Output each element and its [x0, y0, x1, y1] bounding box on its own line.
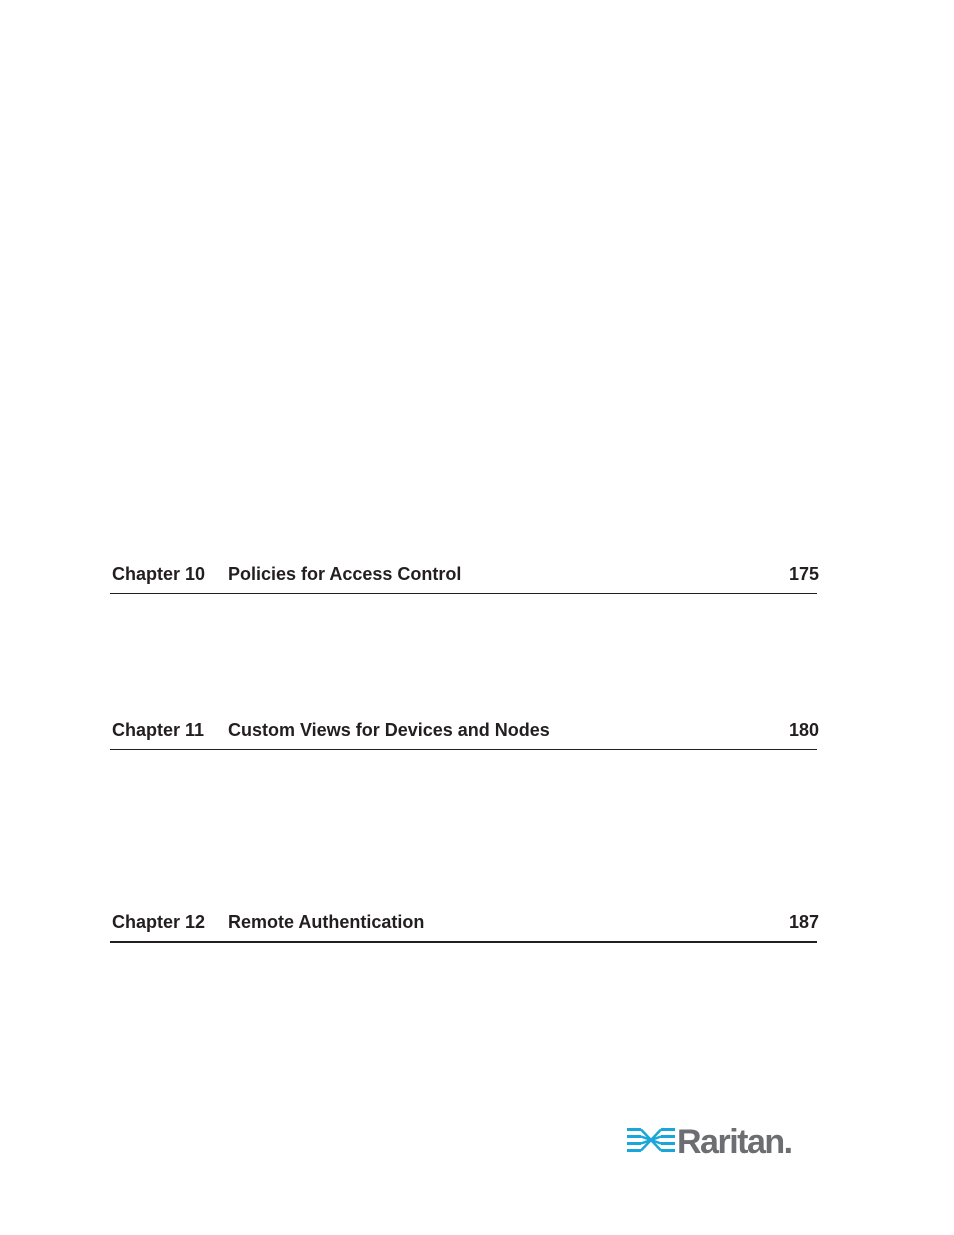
- raritan-logo: [627, 1122, 797, 1162]
- chapter-title: Policies for Access Control: [228, 564, 462, 584]
- page-number: 187: [788, 912, 819, 932]
- logo-wordmark: Raritan.: [677, 1123, 792, 1161]
- raritan-logo-icon: [627, 1126, 675, 1158]
- chapter-number: Chapter 11: [112, 720, 205, 740]
- chapter-title: Remote Authentication: [228, 912, 425, 932]
- chapter-number: Chapter 12: [112, 912, 206, 932]
- toc-entry-chapter-12[interactable]: [110, 911, 817, 943]
- page-number: 175: [788, 564, 819, 584]
- toc-entry-chapter-10[interactable]: [110, 563, 817, 594]
- page-number: 180: [788, 720, 819, 740]
- chapter-title: Custom Views for Devices and Nodes: [228, 720, 550, 740]
- chapter-number: Chapter 10: [112, 564, 206, 584]
- toc-entry-chapter-11[interactable]: [110, 719, 817, 750]
